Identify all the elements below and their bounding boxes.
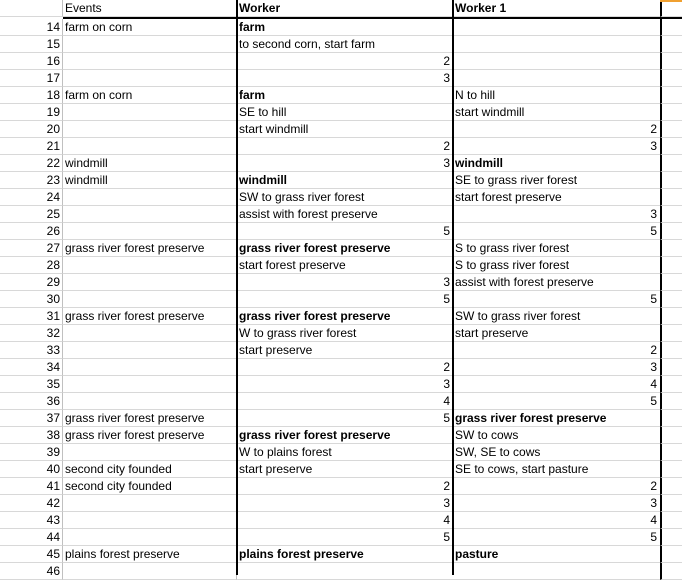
cell-worker[interactable]: 5 xyxy=(237,529,453,546)
row-number[interactable]: 25 xyxy=(0,206,63,223)
table-row xyxy=(0,155,682,172)
table-row xyxy=(0,495,682,512)
cell-worker-1[interactable]: SW to grass river forest xyxy=(453,308,660,325)
row-number-corner[interactable] xyxy=(0,0,63,17)
table-row xyxy=(0,427,682,444)
table-row xyxy=(0,291,682,308)
cell-events[interactable]: grass river forest preserve xyxy=(63,427,237,444)
cell-worker-1[interactable]: 2 xyxy=(453,478,660,495)
row-number[interactable]: 20 xyxy=(0,121,63,138)
cell-events[interactable] xyxy=(63,53,237,70)
row-number[interactable]: 45 xyxy=(0,546,63,563)
cell-worker-1[interactable]: grass river forest preserve xyxy=(453,410,660,427)
cell-worker[interactable]: 2 xyxy=(237,478,453,495)
cell-worker-1[interactable]: start windmill xyxy=(453,104,660,121)
cell-d[interactable] xyxy=(660,529,682,546)
table-row xyxy=(0,87,682,104)
cell-events[interactable] xyxy=(63,257,237,274)
row-number[interactable]: 34 xyxy=(0,359,63,376)
row-number[interactable]: 15 xyxy=(0,36,63,53)
table-row xyxy=(0,308,682,325)
table-row xyxy=(0,546,682,563)
table-row xyxy=(0,104,682,121)
table-row xyxy=(0,138,682,155)
row-number[interactable]: 36 xyxy=(0,393,63,410)
cell-worker[interactable]: 3 xyxy=(237,495,453,512)
cell-worker-1[interactable] xyxy=(453,70,660,87)
cell-worker[interactable]: farm xyxy=(237,87,453,104)
row-number[interactable]: 43 xyxy=(0,512,63,529)
header-row xyxy=(0,0,682,17)
cell-worker-1[interactable]: 4 xyxy=(453,376,660,393)
cell-worker-1[interactable]: 4 xyxy=(453,512,660,529)
cell-events[interactable] xyxy=(63,342,237,359)
header-divider xyxy=(63,17,682,19)
cell-events[interactable]: plains forest preserve xyxy=(63,546,237,563)
cell-worker-1[interactable]: pasture xyxy=(453,546,660,563)
cell-d[interactable] xyxy=(660,70,682,87)
cell-worker-1[interactable]: SE to cows, start pasture xyxy=(453,461,660,478)
row-number[interactable]: 35 xyxy=(0,376,63,393)
table-row xyxy=(0,172,682,189)
cell-worker-1[interactable]: 5 xyxy=(453,291,660,308)
row-number[interactable]: 27 xyxy=(0,240,63,257)
header-worker-1[interactable]: Worker 1 xyxy=(453,0,660,17)
cell-events[interactable]: windmill xyxy=(63,155,237,172)
row-number[interactable]: 38 xyxy=(0,427,63,444)
table-row xyxy=(0,223,682,240)
cell-worker-1[interactable] xyxy=(453,53,660,70)
cell-events[interactable] xyxy=(63,325,237,342)
cell-worker-1[interactable]: start forest preserve xyxy=(453,189,660,206)
cell-worker[interactable]: W to grass river forest xyxy=(237,325,453,342)
cell-events[interactable]: grass river forest preserve xyxy=(63,410,237,427)
cell-worker[interactable]: start preserve xyxy=(237,461,453,478)
cell-events[interactable] xyxy=(63,512,237,529)
cell-worker-1[interactable]: 3 xyxy=(453,495,660,512)
table-row xyxy=(0,121,682,138)
cell-worker[interactable]: 3 xyxy=(237,274,453,291)
cell-events[interactable] xyxy=(63,291,237,308)
row-number[interactable]: 46 xyxy=(0,563,63,580)
row-number[interactable]: 44 xyxy=(0,529,63,546)
row-number[interactable]: 23 xyxy=(0,172,63,189)
cell-events[interactable] xyxy=(63,223,237,240)
cell-worker[interactable]: W to plains forest xyxy=(237,444,453,461)
cell-worker-1[interactable]: N to hill xyxy=(453,87,660,104)
cell-d[interactable] xyxy=(660,325,682,342)
cell-worker[interactable]: SE to hill xyxy=(237,104,453,121)
row-number[interactable]: 26 xyxy=(0,223,63,240)
cell-events[interactable] xyxy=(63,444,237,461)
cell-events[interactable]: grass river forest preserve xyxy=(63,240,237,257)
table-row xyxy=(0,444,682,461)
cell-d[interactable] xyxy=(660,172,682,189)
table-row xyxy=(0,512,682,529)
cell-events[interactable] xyxy=(63,563,237,580)
cell-events[interactable] xyxy=(63,376,237,393)
cell-d[interactable] xyxy=(660,546,682,563)
cell-worker[interactable]: 3 xyxy=(237,70,453,87)
row-number[interactable]: 17 xyxy=(0,70,63,87)
row-number[interactable]: 28 xyxy=(0,257,63,274)
cell-events[interactable] xyxy=(63,359,237,376)
cell-d[interactable] xyxy=(660,121,682,138)
cell-worker[interactable]: assist with forest preserve xyxy=(237,206,453,223)
cell-worker[interactable]: 3 xyxy=(237,155,453,172)
row-number[interactable]: 30 xyxy=(0,291,63,308)
cell-events[interactable]: farm on corn xyxy=(63,19,237,36)
cell-d[interactable] xyxy=(660,495,682,512)
table-row xyxy=(0,410,682,427)
cell-worker[interactable]: 4 xyxy=(237,393,453,410)
cell-worker-1[interactable]: S to grass river forest xyxy=(453,257,660,274)
cell-worker[interactable]: grass river forest preserve xyxy=(237,240,453,257)
cell-d[interactable] xyxy=(660,563,682,580)
cell-d[interactable] xyxy=(660,393,682,410)
cell-worker[interactable]: 2 xyxy=(237,359,453,376)
cell-worker[interactable]: 5 xyxy=(237,223,453,240)
cell-events[interactable] xyxy=(63,393,237,410)
cell-events[interactable] xyxy=(63,529,237,546)
cell-events[interactable]: grass river forest preserve xyxy=(63,308,237,325)
cell-worker-1[interactable]: SW, SE to cows xyxy=(453,444,660,461)
cell-d[interactable] xyxy=(660,189,682,206)
cell-d[interactable] xyxy=(660,19,682,36)
cell-d[interactable] xyxy=(660,478,682,495)
cell-worker-1[interactable]: SE to grass river forest xyxy=(453,172,660,189)
cell-worker[interactable]: 2 xyxy=(237,138,453,155)
cell-d[interactable] xyxy=(660,138,682,155)
cell-events[interactable] xyxy=(63,121,237,138)
cell-worker[interactable]: 2 xyxy=(237,53,453,70)
cell-events[interactable] xyxy=(63,138,237,155)
row-number[interactable]: 31 xyxy=(0,308,63,325)
cell-worker-1[interactable]: assist with forest preserve xyxy=(453,274,660,291)
cell-d[interactable] xyxy=(660,274,682,291)
row-number[interactable]: 41 xyxy=(0,478,63,495)
cell-worker-1[interactable]: 3 xyxy=(453,359,660,376)
cell-events[interactable] xyxy=(63,189,237,206)
table-row xyxy=(0,342,682,359)
cell-worker-1[interactable]: 2 xyxy=(453,342,660,359)
cell-events[interactable]: windmill xyxy=(63,172,237,189)
cell-worker[interactable]: grass river forest preserve xyxy=(237,308,453,325)
table-row xyxy=(0,206,682,223)
table-row xyxy=(0,240,682,257)
cell-d[interactable] xyxy=(660,240,682,257)
divider-worker xyxy=(236,0,238,575)
row-number[interactable]: 14 xyxy=(0,19,63,36)
cell-worker-1[interactable]: start preserve xyxy=(453,325,660,342)
cell-d[interactable] xyxy=(660,104,682,121)
cell-worker[interactable]: farm xyxy=(237,19,453,36)
cell-d[interactable] xyxy=(660,444,682,461)
cell-d[interactable] xyxy=(660,342,682,359)
cell-worker-1[interactable] xyxy=(453,563,660,580)
table-row xyxy=(0,274,682,291)
cell-worker-1[interactable]: 5 xyxy=(453,529,660,546)
row-number[interactable]: 37 xyxy=(0,410,63,427)
cell-d[interactable] xyxy=(660,291,682,308)
row-number[interactable]: 33 xyxy=(0,342,63,359)
row-number[interactable]: 18 xyxy=(0,87,63,104)
cell-worker[interactable]: 3 xyxy=(237,376,453,393)
cell-d[interactable] xyxy=(660,376,682,393)
cell-d[interactable] xyxy=(660,359,682,376)
cell-d[interactable] xyxy=(660,155,682,172)
row-number[interactable]: 21 xyxy=(0,138,63,155)
table-row xyxy=(0,257,682,274)
table-row xyxy=(0,36,682,53)
cell-d[interactable] xyxy=(660,87,682,104)
table-row xyxy=(0,393,682,410)
cell-worker[interactable]: 5 xyxy=(237,291,453,308)
row-number[interactable]: 19 xyxy=(0,104,63,121)
row-number[interactable]: 39 xyxy=(0,444,63,461)
table-row xyxy=(0,563,682,580)
table-row xyxy=(0,189,682,206)
row-number[interactable]: 42 xyxy=(0,495,63,512)
cell-worker-1[interactable]: S to grass river forest xyxy=(453,240,660,257)
cell-events[interactable]: second city founded xyxy=(63,478,237,495)
cell-worker[interactable]: 5 xyxy=(237,410,453,427)
row-number[interactable]: 22 xyxy=(0,155,63,172)
cell-d[interactable] xyxy=(660,410,682,427)
row-number[interactable]: 32 xyxy=(0,325,63,342)
cell-d[interactable] xyxy=(660,512,682,529)
cell-worker-1[interactable]: 3 xyxy=(453,206,660,223)
cell-worker[interactable]: start windmill xyxy=(237,121,453,138)
cell-events[interactable]: second city founded xyxy=(63,461,237,478)
cell-worker[interactable]: to second corn, start farm xyxy=(237,36,453,53)
cell-worker-1[interactable]: 2 xyxy=(453,121,660,138)
cell-worker[interactable]: grass river forest preserve xyxy=(237,427,453,444)
header-worker[interactable]: Worker xyxy=(237,0,453,17)
cell-worker-1[interactable]: SW to cows xyxy=(453,427,660,444)
row-number[interactable]: 29 xyxy=(0,274,63,291)
cell-worker[interactable]: windmill xyxy=(237,172,453,189)
cell-worker-1[interactable] xyxy=(453,36,660,53)
cell-worker[interactable]: plains forest preserve xyxy=(237,546,453,563)
header-d[interactable] xyxy=(660,0,682,17)
header-events[interactable]: Events xyxy=(63,0,237,17)
row-number[interactable]: 16 xyxy=(0,53,63,70)
cell-events[interactable]: farm on corn xyxy=(63,87,237,104)
row-number[interactable]: 40 xyxy=(0,461,63,478)
table-row xyxy=(0,19,682,36)
cell-d[interactable] xyxy=(660,427,682,444)
cell-d[interactable] xyxy=(660,206,682,223)
table-row xyxy=(0,478,682,495)
cell-events[interactable] xyxy=(63,274,237,291)
cell-worker-1[interactable] xyxy=(453,19,660,36)
selection-marker xyxy=(660,0,682,2)
cell-worker[interactable]: start forest preserve xyxy=(237,257,453,274)
cell-d[interactable] xyxy=(660,36,682,53)
cell-worker-1[interactable]: 5 xyxy=(453,393,660,410)
cell-events[interactable] xyxy=(63,495,237,512)
table-row xyxy=(0,376,682,393)
cell-worker[interactable]: start preserve xyxy=(237,342,453,359)
cell-events[interactable] xyxy=(63,104,237,121)
cell-d[interactable] xyxy=(660,257,682,274)
row-number[interactable]: 24 xyxy=(0,189,63,206)
cell-worker-1[interactable]: 3 xyxy=(453,138,660,155)
table-row xyxy=(0,461,682,478)
cell-worker[interactable]: SW to grass river forest xyxy=(237,189,453,206)
table-row xyxy=(0,325,682,342)
cell-d[interactable] xyxy=(660,53,682,70)
cell-worker[interactable] xyxy=(237,563,453,580)
divider-worker-1 xyxy=(452,0,454,575)
cell-events[interactable] xyxy=(63,36,237,53)
cell-d[interactable] xyxy=(660,308,682,325)
cell-worker-1[interactable]: 5 xyxy=(453,223,660,240)
cell-worker[interactable]: 4 xyxy=(237,512,453,529)
table-row xyxy=(0,70,682,87)
cell-worker-1[interactable]: windmill xyxy=(453,155,660,172)
cell-d[interactable] xyxy=(660,461,682,478)
table-row xyxy=(0,53,682,70)
cell-d[interactable] xyxy=(660,223,682,240)
cell-events[interactable] xyxy=(63,70,237,87)
table-row xyxy=(0,359,682,376)
table-row xyxy=(0,529,682,546)
cell-events[interactable] xyxy=(63,206,237,223)
